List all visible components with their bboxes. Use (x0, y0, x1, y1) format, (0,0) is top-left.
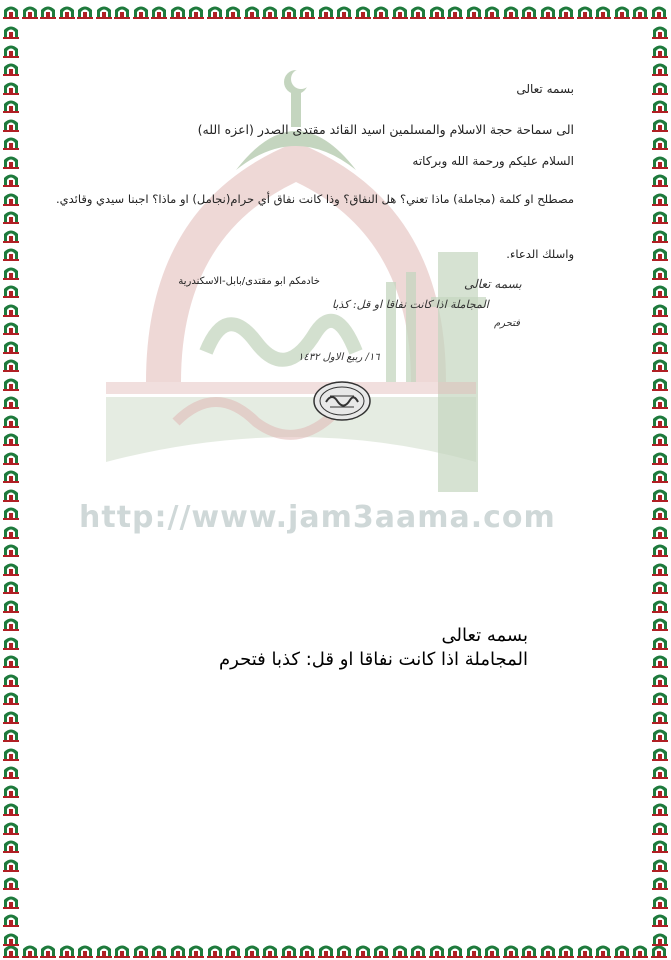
border-ornament (651, 688, 669, 706)
border-ornament (651, 781, 669, 799)
border-ornament (2, 596, 20, 614)
border-ornament (446, 941, 464, 959)
border-ornament (651, 892, 669, 910)
border-ornament (651, 59, 669, 77)
answer-basmala: بسمه تعالى (441, 625, 528, 646)
border-ornament (2, 207, 20, 225)
border-ornament (520, 2, 538, 20)
border-ornament (2, 892, 20, 910)
border-ornament (169, 941, 187, 959)
border-ornament (651, 466, 669, 484)
border-ornament (2, 781, 20, 799)
border-ornament (651, 836, 669, 854)
border-ornament (2, 503, 20, 521)
border-ornament (651, 485, 669, 503)
border-ornament (651, 96, 669, 114)
border-ornament (298, 941, 316, 959)
border-ornament (2, 707, 20, 725)
border-ornament (243, 2, 261, 20)
border-ornament (651, 337, 669, 355)
decorative-border-top (0, 0, 671, 22)
border-ornament (651, 170, 669, 188)
border-ornament (576, 2, 594, 20)
border-ornament (2, 300, 20, 318)
watermark-url: http://www.jam3aama.com (79, 500, 556, 535)
letter-closing: واسلك الدعاء. (506, 247, 574, 261)
border-ornament (2, 152, 20, 170)
border-ornament (2, 873, 20, 891)
handwritten-verdict: فتحرم (494, 318, 520, 329)
border-ornament (95, 2, 113, 20)
border-ornament (651, 115, 669, 133)
border-ornament (58, 2, 76, 20)
border-ornament (317, 2, 335, 20)
border-ornament (651, 41, 669, 59)
border-ornament (150, 2, 168, 20)
border-ornament (2, 485, 20, 503)
border-ornament (224, 941, 242, 959)
border-ornament (391, 941, 409, 959)
border-ornament (651, 152, 669, 170)
border-ornament (39, 2, 57, 20)
handwritten-answer: المجاملة اذا كانت نفاقا او قل: كذبا (332, 298, 489, 311)
border-ornament (651, 300, 669, 318)
border-ornament (2, 836, 20, 854)
border-ornament (76, 2, 94, 20)
letter-question: مصطلح او كلمة (مجاملة) ماذا تعني؟ هل النفاق؟ وذا كانت نفاق أي حرام(نجامل) او ماذا؟ اجبنا سيدي وقائدي. (55, 192, 574, 206)
border-ornament (2, 855, 20, 873)
border-ornament (354, 2, 372, 20)
border-ornament (651, 799, 669, 817)
border-ornament (557, 941, 575, 959)
border-ornament (651, 503, 669, 521)
border-ornament (651, 596, 669, 614)
border-ornament (465, 941, 483, 959)
border-ornament (539, 2, 557, 20)
border-ornament (594, 2, 612, 20)
border-ornament (39, 941, 57, 959)
border-ornament (2, 189, 20, 207)
border-ornament (2, 115, 20, 133)
border-ornament (2, 78, 20, 96)
border-ornament (2, 22, 20, 40)
letter-signer: خادمكم ابو مقتدى/بابل-الاسكندرية (178, 276, 320, 287)
border-ornament (224, 2, 242, 20)
border-ornament (651, 207, 669, 225)
border-ornament (2, 281, 20, 299)
border-ornament (317, 941, 335, 959)
border-ornament (335, 941, 353, 959)
border-ornament (2, 577, 20, 595)
border-ornament (502, 2, 520, 20)
border-ornament (651, 189, 669, 207)
border-ornament (651, 762, 669, 780)
border-ornament (2, 725, 20, 743)
border-ornament (2, 559, 20, 577)
border-ornament (298, 2, 316, 20)
border-ornament (2, 355, 20, 373)
border-ornament (2, 633, 20, 651)
decorative-border-left (0, 0, 22, 960)
border-ornament (651, 559, 669, 577)
border-ornament (2, 448, 20, 466)
border-ornament (651, 244, 669, 262)
border-ornament (465, 2, 483, 20)
border-ornament (651, 263, 669, 281)
border-ornament (372, 941, 390, 959)
border-ornament (651, 392, 669, 410)
border-ornament (206, 941, 224, 959)
border-ornament (21, 941, 39, 959)
decorative-border-right (650, 0, 671, 960)
border-ornament (409, 941, 427, 959)
border-ornament (502, 941, 520, 959)
border-ornament (354, 941, 372, 959)
border-ornament (409, 2, 427, 20)
border-ornament (2, 411, 20, 429)
border-ornament (446, 2, 464, 20)
border-ornament (651, 318, 669, 336)
border-ornament (280, 2, 298, 20)
letter-basmala: بسمه تعالى (516, 82, 574, 96)
border-ornament (557, 2, 575, 20)
border-ornament (651, 429, 669, 447)
border-ornament (651, 873, 669, 891)
border-ornament (428, 941, 446, 959)
border-ornament (576, 941, 594, 959)
border-ornament (651, 448, 669, 466)
border-ornament (243, 941, 261, 959)
border-ornament (651, 614, 669, 632)
border-ornament (651, 22, 669, 40)
border-ornament (651, 577, 669, 595)
border-ornament (651, 910, 669, 928)
border-ornament (651, 670, 669, 688)
border-ornament (2, 133, 20, 151)
border-ornament (651, 411, 669, 429)
border-ornament (2, 522, 20, 540)
border-ornament (631, 941, 649, 959)
document-page (24, 22, 648, 938)
border-ornament (2, 799, 20, 817)
border-ornament (95, 941, 113, 959)
border-ornament (651, 725, 669, 743)
border-ornament (2, 263, 20, 281)
border-ornament (651, 522, 669, 540)
border-ornament (651, 744, 669, 762)
border-ornament (2, 762, 20, 780)
border-ornament (2, 392, 20, 410)
decorative-border-bottom (0, 940, 671, 960)
border-ornament (651, 633, 669, 651)
border-ornament (280, 941, 298, 959)
border-ornament (2, 910, 20, 928)
border-ornament (613, 941, 631, 959)
border-ornament (391, 2, 409, 20)
border-ornament (2, 318, 20, 336)
border-ornament (651, 540, 669, 558)
border-ornament (651, 355, 669, 373)
border-ornament (187, 941, 205, 959)
border-ornament (2, 41, 20, 59)
border-ornament (2, 818, 20, 836)
border-ornament (58, 941, 76, 959)
border-ornament (539, 941, 557, 959)
border-ornament (483, 2, 501, 20)
letter-greeting: السلام عليكم ورحمة الله وبركاته (412, 154, 574, 168)
border-ornament (113, 2, 131, 20)
border-ornament (2, 929, 20, 947)
border-ornament (335, 2, 353, 20)
border-ornament (651, 651, 669, 669)
border-ornament (651, 226, 669, 244)
border-ornament (651, 133, 669, 151)
border-ornament (651, 78, 669, 96)
border-ornament (113, 941, 131, 959)
border-ornament (2, 744, 20, 762)
border-ornament (2, 170, 20, 188)
border-ornament (594, 941, 612, 959)
border-ornament (150, 941, 168, 959)
border-ornament (651, 818, 669, 836)
border-ornament (631, 2, 649, 20)
border-ornament (483, 941, 501, 959)
border-ornament (2, 651, 20, 669)
border-ornament (520, 941, 538, 959)
border-ornament (206, 2, 224, 20)
border-ornament (169, 2, 187, 20)
border-ornament (2, 59, 20, 77)
border-ornament (651, 929, 669, 947)
border-ornament (2, 688, 20, 706)
border-ornament (132, 2, 150, 20)
border-ornament (132, 941, 150, 959)
border-ornament (261, 941, 279, 959)
border-ornament (76, 941, 94, 959)
border-ornament (651, 707, 669, 725)
handwritten-date: ١٦/ ربيع الاول ١٤٣٢ (298, 352, 380, 363)
border-ornament (372, 2, 390, 20)
border-ornament (428, 2, 446, 20)
border-ornament (187, 2, 205, 20)
border-ornament (2, 540, 20, 558)
border-ornament (21, 2, 39, 20)
border-ornament (651, 855, 669, 873)
border-ornament (2, 670, 20, 688)
border-ornament (2, 226, 20, 244)
letter-addressee: الى سماحة حجة الاسلام والمسلمين اسيد القائد مقتدى الصدر (اعزه الله) (197, 122, 574, 137)
border-ornament (2, 429, 20, 447)
office-seal-stamp (312, 380, 372, 422)
border-ornament (2, 337, 20, 355)
border-ornament (2, 244, 20, 262)
border-ornament (613, 2, 631, 20)
answer-text: المجاملة اذا كانت نفاقا او قل: كذبا فتحرم (219, 649, 528, 670)
border-ornament (261, 2, 279, 20)
border-ornament (2, 466, 20, 484)
border-ornament (651, 374, 669, 392)
border-ornament (2, 614, 20, 632)
handwritten-basmala: بسمه تعالى (464, 277, 522, 291)
border-ornament (651, 281, 669, 299)
border-ornament (2, 96, 20, 114)
border-ornament (2, 374, 20, 392)
